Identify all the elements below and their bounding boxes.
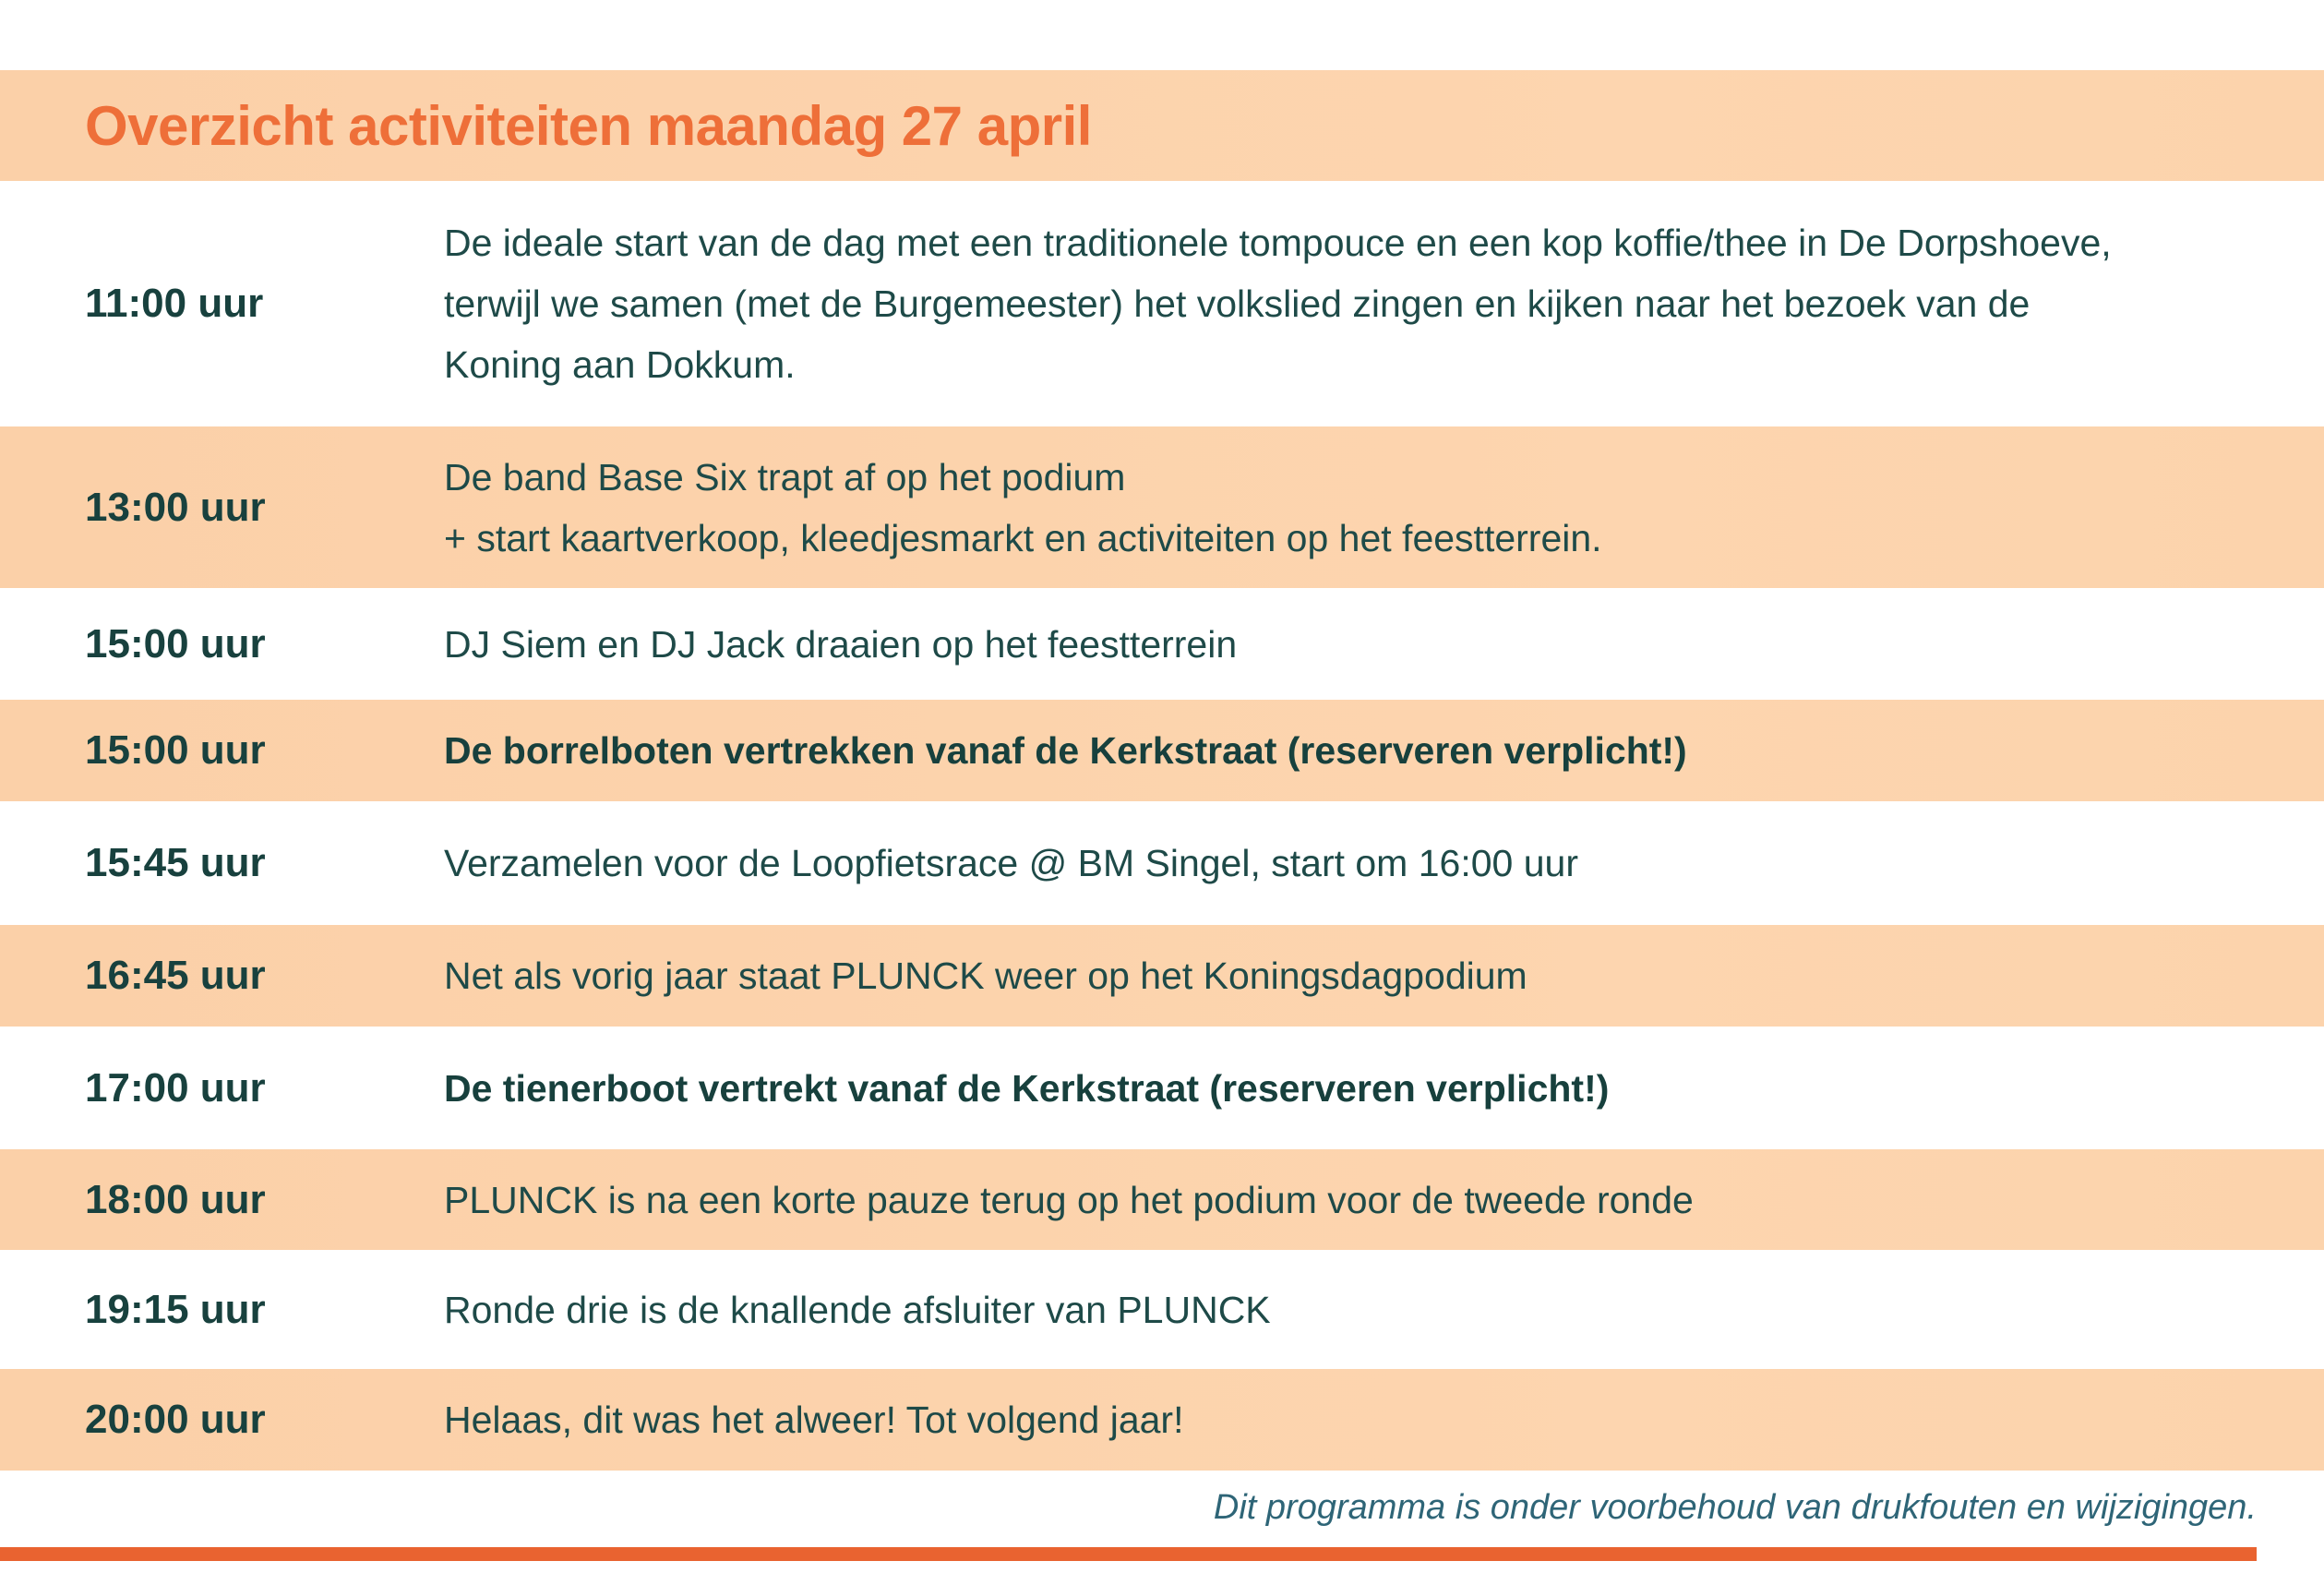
activity-description [444, 614, 2324, 675]
description-line: + start kaartverkoop, kleedjesmarkt en activiteiten op het feestterrein. [444, 516, 1602, 559]
time-label: 15:00 uur [85, 727, 266, 773]
schedule-row-1645 [0, 925, 2324, 1027]
disclaimer-note: Dit programma is onder voorbehoud van drukfouten en wijzigingen. [1213, 1488, 2257, 1527]
activity-description [444, 1389, 2324, 1450]
header-band [0, 70, 2324, 181]
schedule-row-1800 [0, 1149, 2324, 1250]
time-label: 15:45 uur [85, 840, 266, 885]
time-label: 17:00 uur [85, 1064, 266, 1111]
activity-description [444, 720, 2324, 781]
activity-description [444, 1058, 2324, 1119]
schedule-row-1500-borrelboten [0, 700, 2324, 801]
description-line: Koning aan Dokkum. [444, 343, 796, 386]
schedule-row-1300 [0, 426, 2324, 588]
description-line: De ideale start van de dag met een traditionele tompouce en een kop koffie/thee in De Dorpshoeve, [444, 222, 2112, 264]
description-line: Net als vorig jaar staat PLUNCK weer op het Koningsdagpodium [444, 955, 1527, 997]
time-label: 20:00 uur [85, 1397, 266, 1442]
activity-description [444, 1170, 2324, 1231]
description-line: De band Base Six trapt af op het podium [444, 455, 1126, 498]
schedule-row-1700 [0, 1027, 2324, 1149]
schedule-row-1915 [0, 1250, 2324, 1369]
schedule-row-1500-dj [0, 588, 2324, 700]
description-line: De borrelboten vertrekken vanaf de Kerkstraat (reserveren verplicht!) [444, 729, 1687, 772]
activity-description [444, 833, 2324, 894]
description-line: De tienerboot vertrekt vanaf de Kerkstraat (reserveren verplicht!) [444, 1066, 1610, 1110]
time-label: 15:00 uur [85, 620, 266, 666]
description-line: Ronde drie is de knallende afsluiter van PLUNCK [444, 1288, 1271, 1331]
description-line: terwijl we samen (met de Burgemeester) het volkslied zingen en kijken naar het bezoek van de [444, 282, 2031, 325]
description-line: Verzamelen voor de Loopfietsrace @ BM Singel, start om 16:00 uur [444, 842, 1578, 884]
description-line: PLUNCK is na een korte pauze terug op het podium voor de tweede ronde [444, 1178, 1694, 1221]
page-title: Overzicht activiteiten maandag 27 april [85, 94, 1092, 157]
activity-description [444, 447, 2324, 569]
time-label: 16:45 uur [85, 953, 266, 998]
time-label: 11:00 uur [85, 281, 264, 326]
bottom-accent-bar [0, 1547, 2257, 1561]
activity-description [444, 945, 2324, 1006]
time-label: 18:00 uur [85, 1176, 266, 1222]
time-label: 19:15 uur [85, 1286, 266, 1332]
description-line: Helaas, dit was het alweer! Tot volgend jaar! [444, 1399, 1184, 1441]
time-label: 13:00 uur [85, 484, 266, 530]
schedule-row-1100 [0, 181, 2324, 426]
schedule-row-2000 [0, 1369, 2324, 1471]
description-line: DJ Siem en DJ Jack draaien op het feestterrein [444, 622, 1238, 666]
activity-description [444, 1279, 2324, 1340]
schedule-row-1545 [0, 801, 2324, 925]
schedule-table [0, 181, 2324, 1471]
activity-description [444, 212, 2324, 395]
